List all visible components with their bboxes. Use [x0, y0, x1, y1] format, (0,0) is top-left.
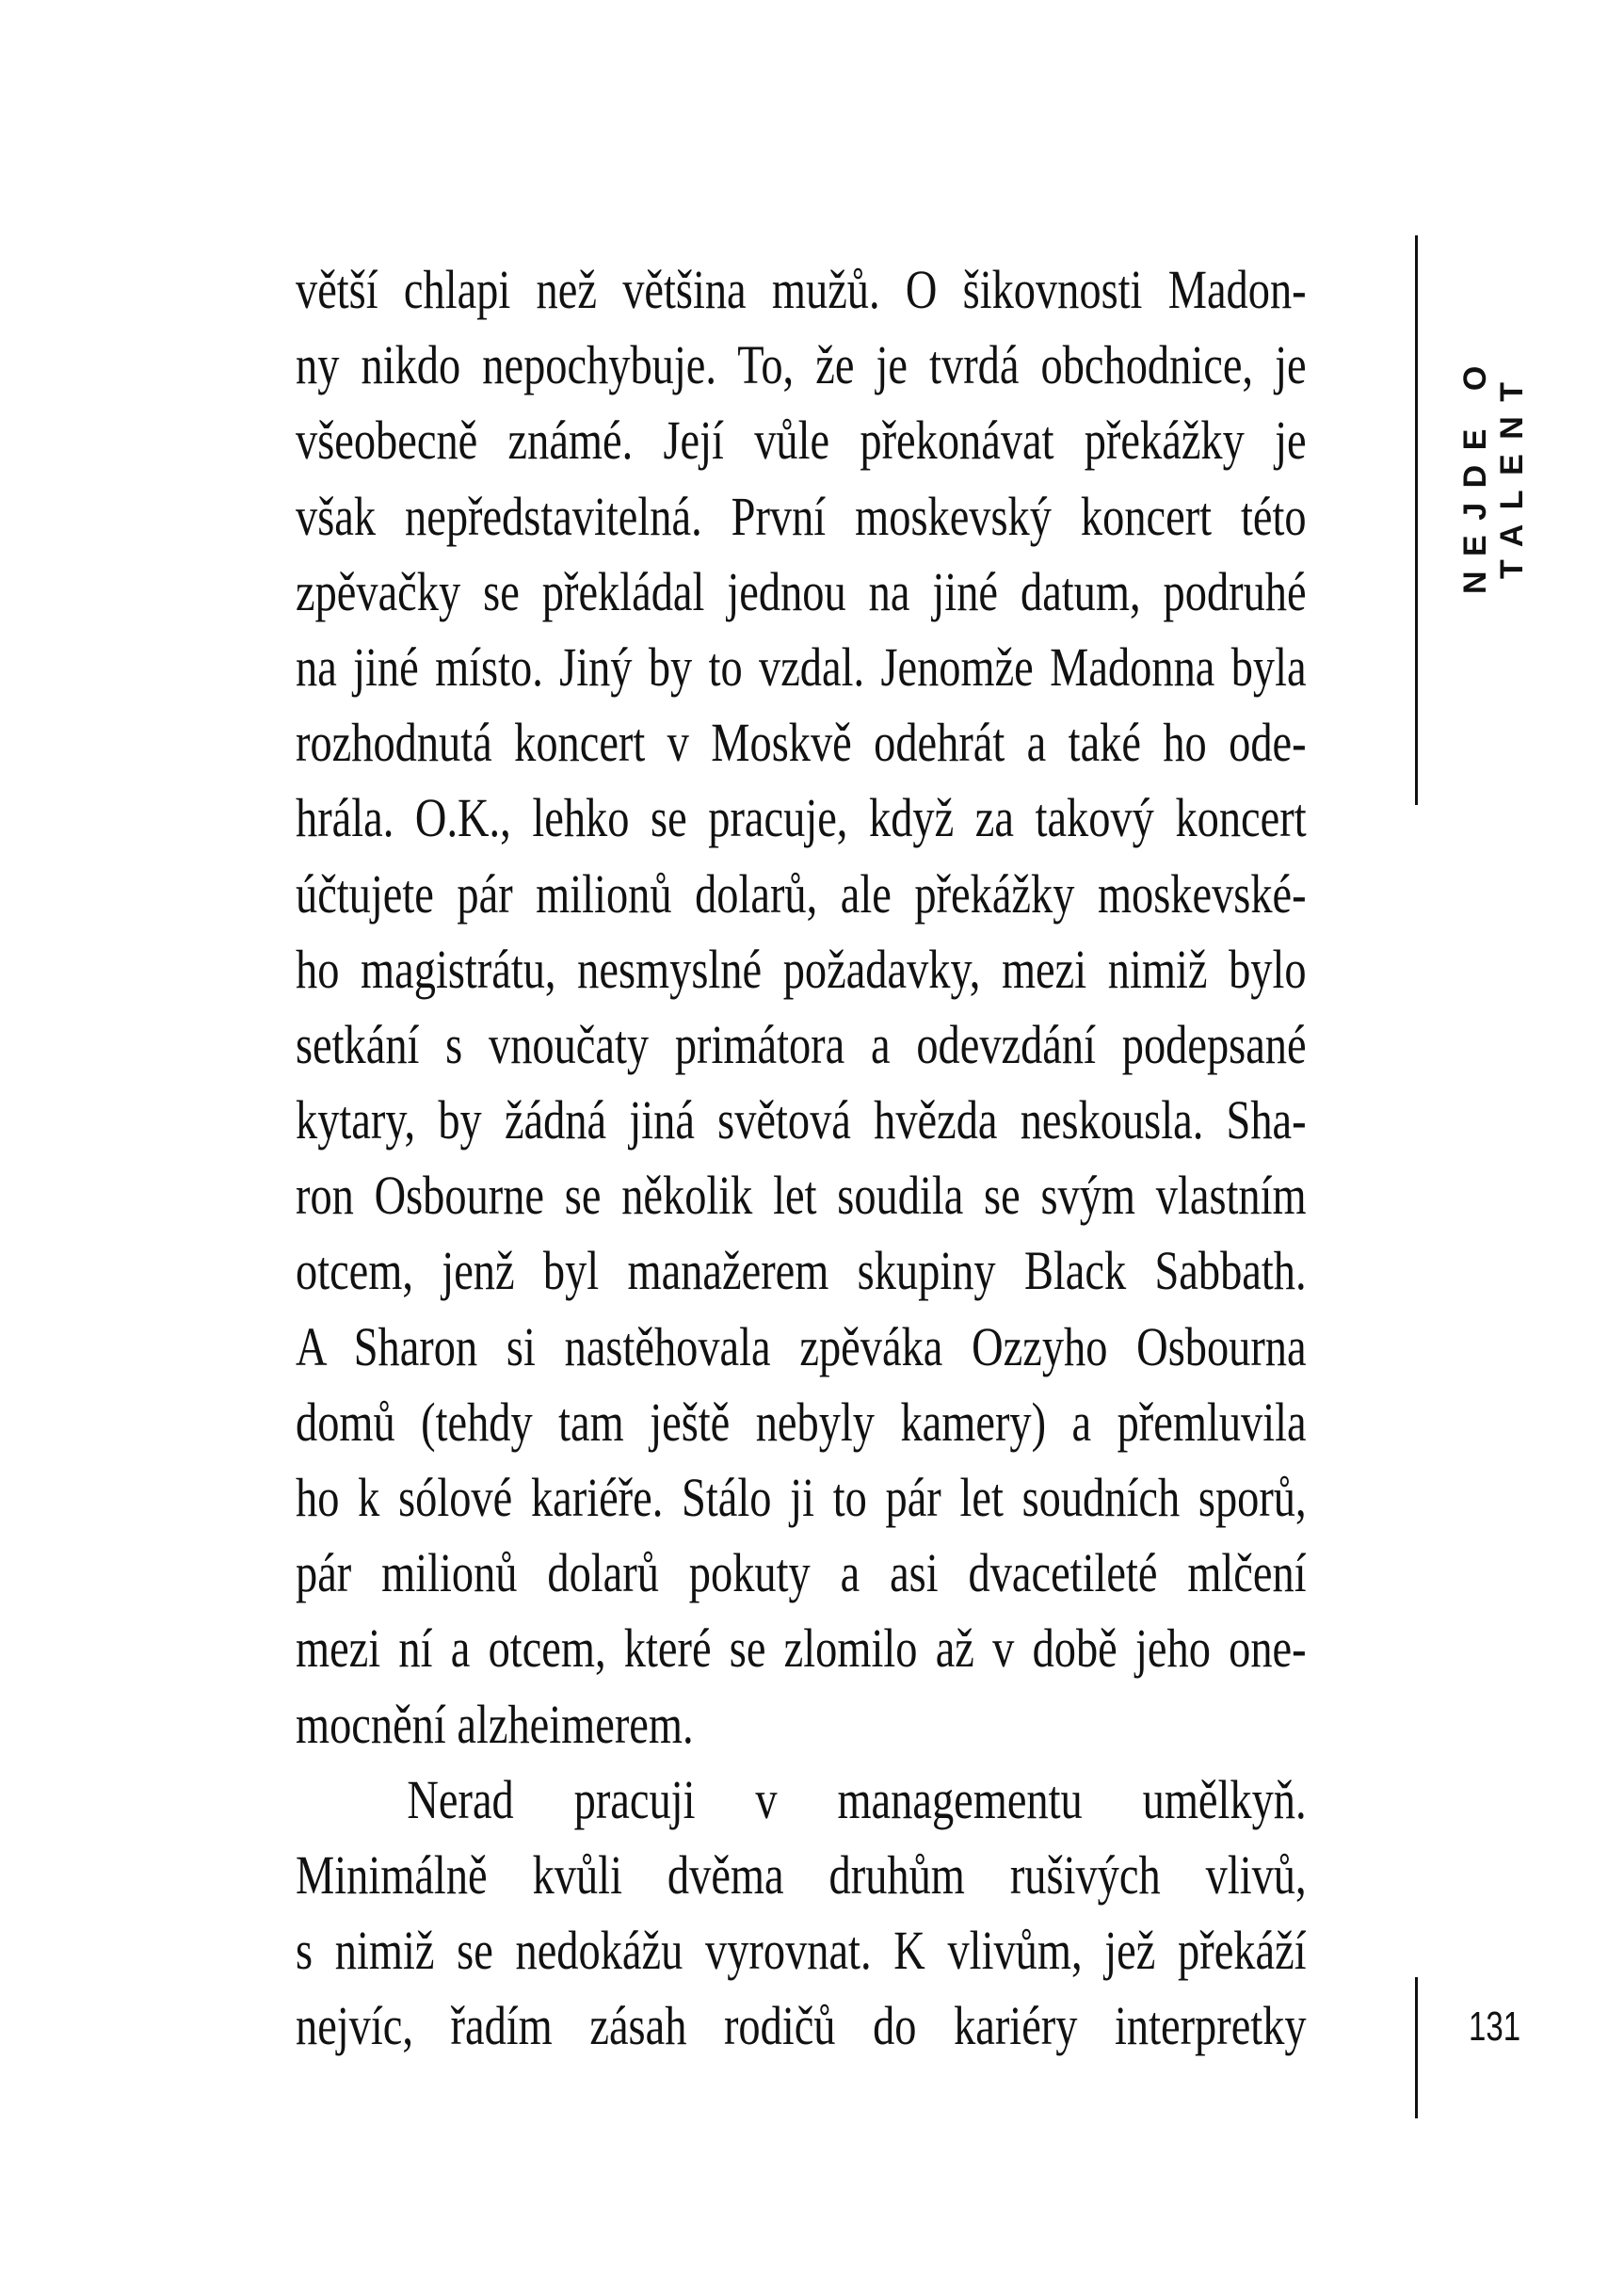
- text-line: zpěvačky se překládal jednou na jiné datum, podruhé: [296, 560, 1307, 622]
- text-line: ny nikdo nepochybuje. To, že je tvrdá obchodnice, je: [296, 334, 1307, 396]
- text-line: domů (tehdy tam ještě nebyly kamery) a přemluvila: [296, 1391, 1307, 1453]
- running-head-rule: [1415, 235, 1418, 805]
- text-line: ho k sólové kariéře. Stálo ji to pár let soudních sporů,: [296, 1467, 1307, 1528]
- text-line: hrála. O.K., lehko se pracuje, když za takový koncert: [296, 787, 1307, 849]
- text-line: ho magistrátu, nesmyslné požadavky, mezi nimiž bylo: [296, 938, 1307, 1000]
- text-line: rozhodnutá koncert v Moskvě odehrát a také ho ode-: [296, 712, 1307, 774]
- text-line: A Sharon si nastěhovala zpěváka Ozzyho Osbourna: [296, 1315, 1307, 1377]
- text-line: s nimiž se nedokážu vyrovnat. K vlivům, jež překáží: [296, 1920, 1307, 1982]
- body-text: [296, 252, 1559, 2065]
- text-line: Minimálně kvůli dvěma druhům rušivých vlivů,: [296, 1843, 1307, 1906]
- running-head: NEJDE O TALENT: [1457, 351, 1530, 595]
- text-line: ron Osbourne se několik let soudila se svým vlastním: [296, 1165, 1307, 1227]
- text-line: otcem, jenž byl manažerem skupiny Black Sabbath.: [296, 1240, 1307, 1302]
- text-line: setkání s vnoučaty primátora a odevzdání podepsané: [296, 1013, 1307, 1075]
- text-line: pár milionů dolarů pokuty a asi dvacetileté mlčení: [296, 1542, 1307, 1604]
- text-line: větší chlapi než většina mužů. O šikovnosti Madon-: [296, 259, 1307, 320]
- text-line: na jiné místo. Jiný by to vzdal. Jenomže Madonna byla: [296, 636, 1307, 698]
- text-line: kytary, by žádná jiná světová hvězda neskousla. Sha-: [296, 1089, 1307, 1151]
- text-line: mocnění alzheimerem.: [296, 1693, 694, 1755]
- text-line: všeobecně známé. Její vůle překonávat překážky je: [296, 410, 1307, 472]
- text-line: nejvíc, řadím zásah rodičů do kariéry interpretky: [296, 1995, 1307, 2057]
- page-number: 131: [1469, 2003, 1521, 2050]
- text-line: Nerad pracuji v managementu umělkyň.: [407, 1768, 1307, 1830]
- text-line: účtujete pár milionů dolarů, ale překážky moskevské-: [296, 862, 1307, 925]
- text-line: však nepředstavitelná. První moskevský koncert této: [296, 485, 1307, 547]
- text-line: mezi ní a otcem, které se zlomilo až v době jeho one-: [296, 1617, 1307, 1680]
- folio-rule: [1415, 1977, 1418, 2118]
